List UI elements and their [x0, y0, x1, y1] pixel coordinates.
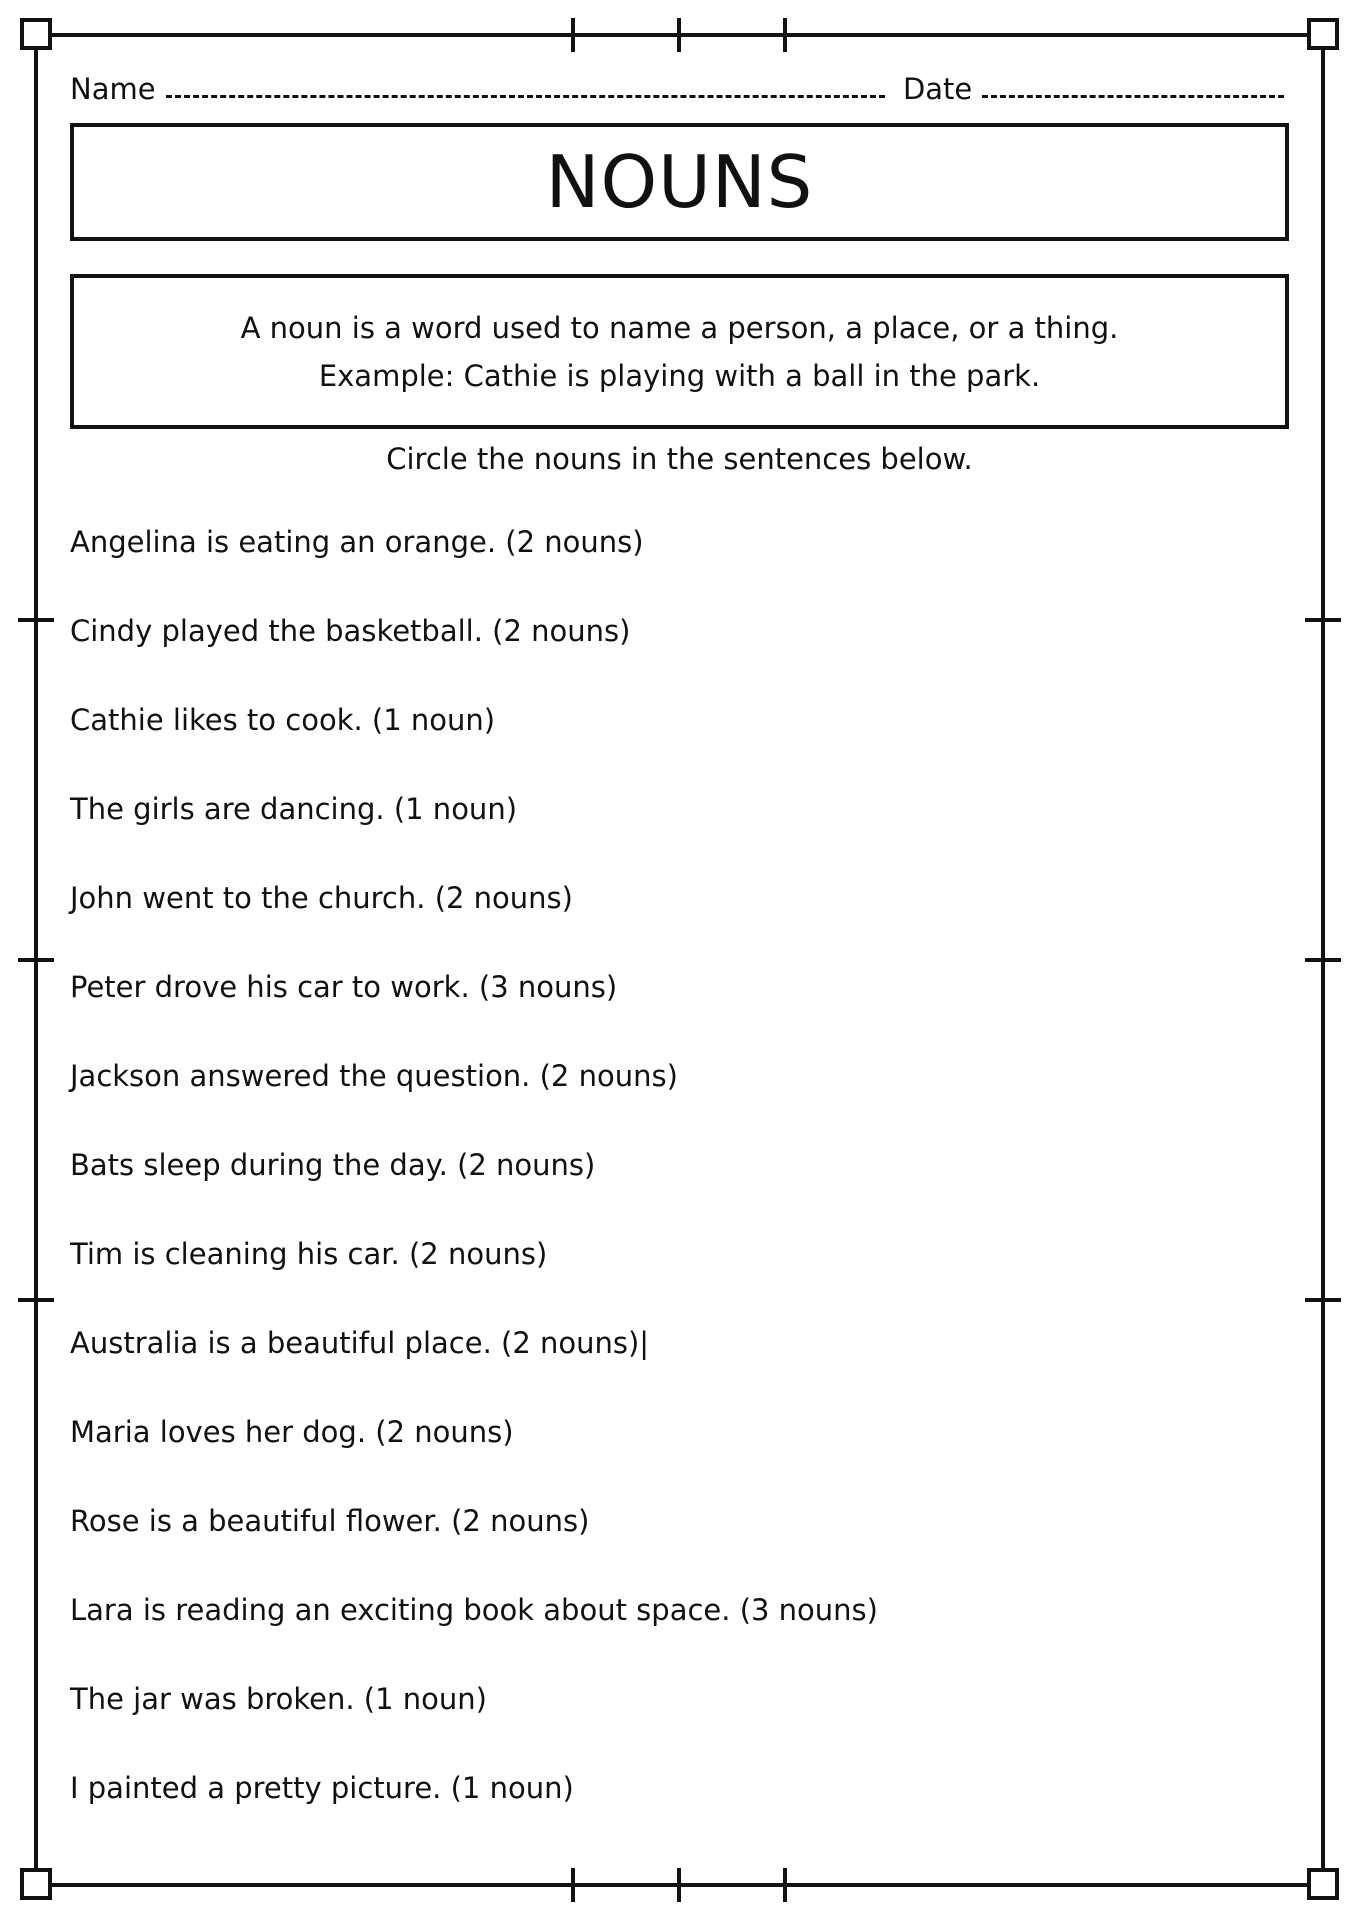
sentence-item: Bats sleep during the day. (2 nouns): [70, 1148, 596, 1182]
definition-example: Example: Cathie is playing with a ball in the park.: [318, 358, 1041, 393]
sentence-item: Angelina is eating an orange. (2 nouns): [70, 525, 644, 559]
sentence-item: Maria loves her dog. (2 nouns): [70, 1415, 514, 1449]
definition-text: A noun is a word used to name a person, a place, or a thing.: [240, 310, 1119, 345]
sentence-item: Jackson answered the question. (2 nouns): [70, 1059, 678, 1093]
sentence-item: Australia is a beautiful place. (2 nouns)|: [70, 1326, 650, 1360]
sentence-item: Peter drove his car to work. (3 nouns): [70, 970, 618, 1004]
sentence-item: Rose is a beautiful flower. (2 nouns): [70, 1504, 590, 1538]
sentence-item: Lara is reading an exciting book about space. (3 nouns): [70, 1593, 878, 1627]
definition-box: [70, 274, 1289, 429]
sentence-item: Cathie likes to cook. (1 noun): [70, 703, 496, 737]
sentence-item: I painted a pretty picture. (1 noun): [70, 1771, 574, 1805]
sentence-list: [70, 518, 878, 1853]
date-field[interactable]: [982, 95, 1284, 98]
name-field[interactable]: [166, 95, 885, 98]
title-box: [70, 123, 1289, 241]
name-date-header: [70, 62, 1290, 106]
instructions: Circle the nouns in the sentences below.: [386, 442, 973, 476]
page-title: NOUNS: [545, 140, 814, 224]
sentence-item: Cindy played the basketball. (2 nouns): [70, 614, 631, 648]
sentence-item: The girls are dancing. (1 noun): [70, 792, 518, 826]
sentence-item: John went to the church. (2 nouns): [70, 881, 573, 915]
name-label: Name: [70, 72, 156, 106]
sentence-item: The jar was broken. (1 noun): [70, 1682, 487, 1716]
date-label: Date: [902, 72, 973, 106]
sentence-item: Tim is cleaning his car. (2 nouns): [70, 1237, 548, 1271]
